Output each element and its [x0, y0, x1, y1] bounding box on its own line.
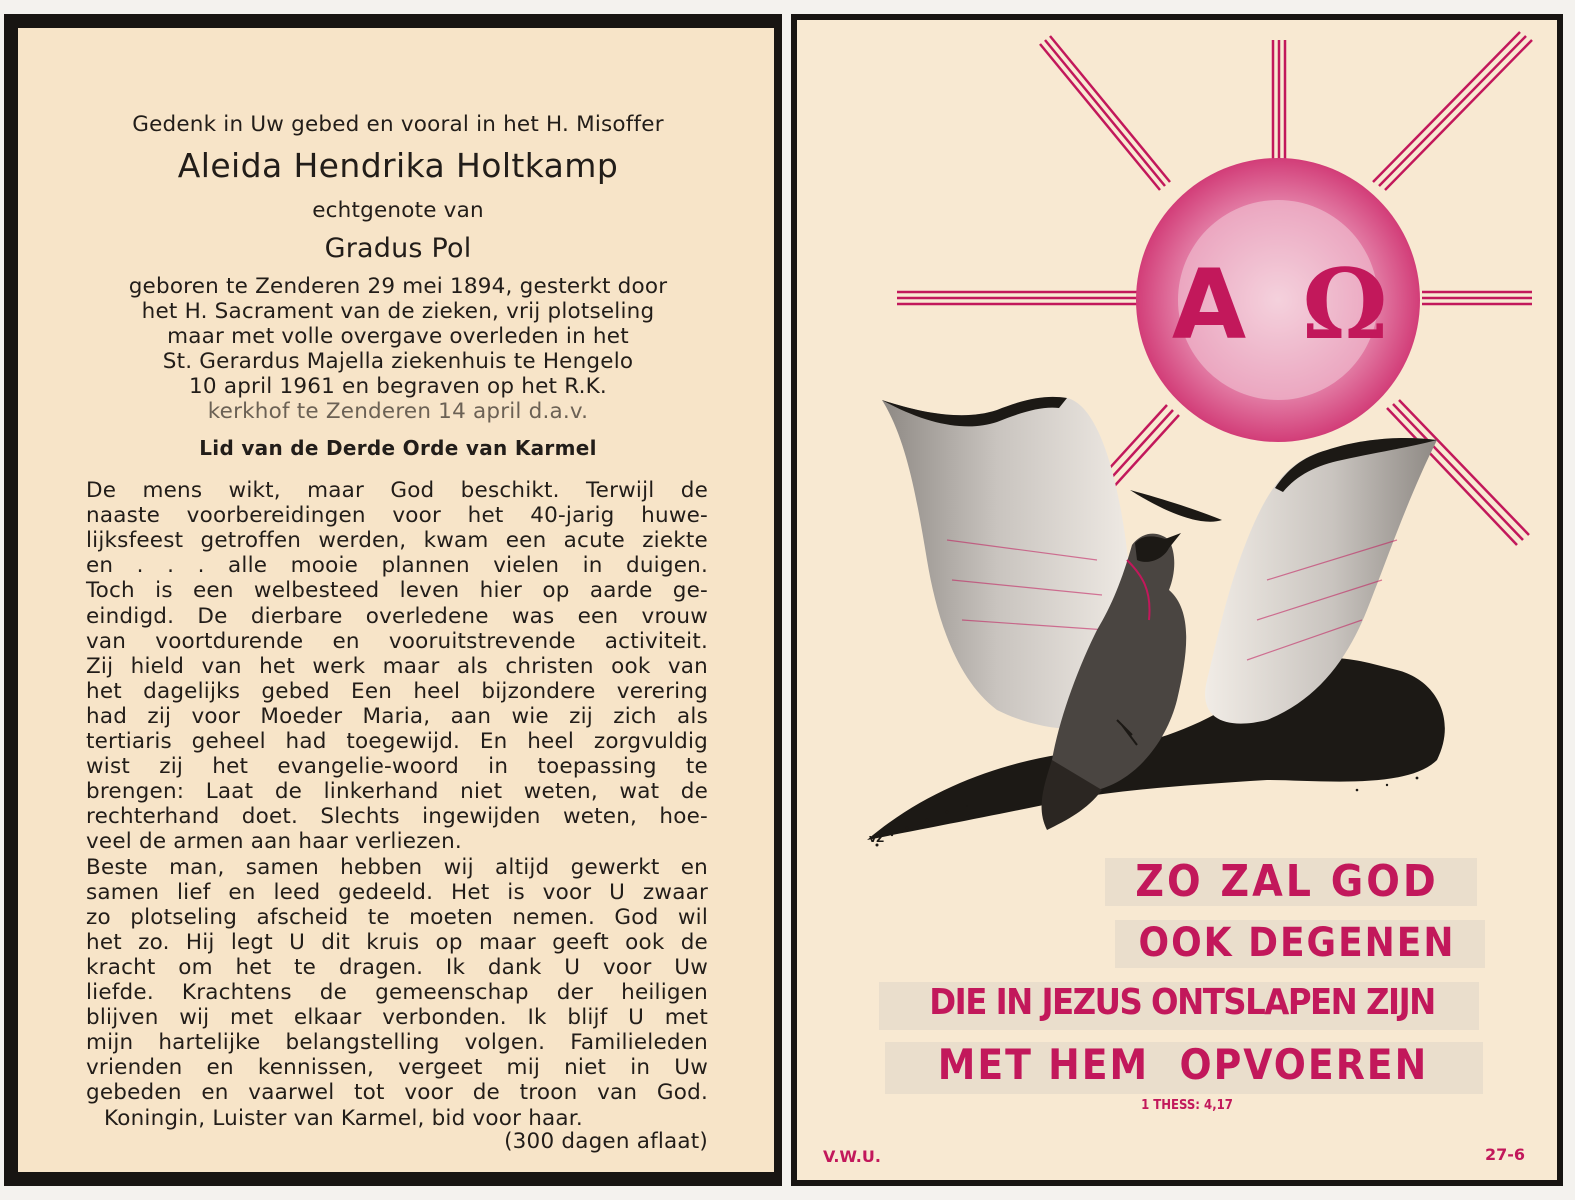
verse-line: DIE IN JEZUS ONTSLAPEN ZIJN [929, 982, 1435, 1023]
memorial-text-line: lijksfeest getroffen werden, kwam een acute ziekte [86, 528, 708, 554]
memorial-text-line: veel de armen aan haar verliezen. [86, 829, 462, 855]
memorial-text-line: liefde. Krachtens de gemeenschap der heiligen [86, 980, 708, 1005]
memorial-text-line: De mens wikt, maar God beschikt. Terwijl de [86, 478, 708, 503]
bio-line: 10 april 1961 en begraven op het R.K. [189, 374, 607, 399]
memorial-text-line: had zij voor Moeder Maria, aan wie zij zich als [86, 703, 708, 729]
deceased-name: Aleida Hendrika Holtkamp [177, 146, 619, 185]
memorial-text-line: naaste voorbereidingen voor het 40-jarig huwe- [86, 503, 708, 529]
bio-line: maar met volle overgave overleden in het [167, 324, 629, 349]
spouse-name: Gradus Pol [324, 233, 472, 264]
memorial-text-line: blijven wij met elkaar verbonden. Ik blijf U met [86, 1005, 708, 1031]
verse-line: OOK DEGENEN [1138, 920, 1456, 966]
memorial-text-line: Toch is een welbesteed leven hier op aarde ge- [86, 578, 708, 604]
memorial-text-line: kracht om het te dragen. Ik dank U voor Uw [86, 954, 708, 980]
memorial-text-line: en . . . alle mooie plannen vielen in duigen. [86, 553, 708, 579]
memorial-text-line: wist zij het evangelie-woord in toepassing te [86, 754, 708, 780]
verse-line: ZO ZAL GOD [1135, 856, 1439, 907]
memorial-text-line: zo plotseling afscheid te moeten nemen. God wil [86, 904, 708, 930]
memorial-text-line: Beste man, samen hebben wij altijd gewerkt en [86, 854, 708, 880]
omega-letter: Ω [1302, 248, 1388, 361]
memorial-text-line: gebeden en vaarwel tot voor de troon van God. [86, 1080, 708, 1106]
order-membership: Lid van de Derde Orde van Karmel [199, 436, 597, 460]
relation-line: echtgenote van [312, 198, 484, 223]
bio-line: het H. Sacrament van de zieken, vrij plotseling [141, 299, 655, 324]
memorial-text-line: het dagelijks gebed Een heel bijzondere verering [86, 678, 708, 704]
bio-line: St. Gerardus Majella ziekenhuis te Hengelo [162, 349, 634, 374]
memorial-text-line: het zo. Hij legt U dit kruis op maar geeft ook de [86, 929, 708, 955]
bio-line: geboren te Zenderen 29 mei 1894, gesterkt door [128, 274, 668, 299]
memorial-text-line: Zij hield van het werk maar als christen ook van [86, 653, 708, 679]
alpha-letter: A [1171, 249, 1247, 361]
artist-signature: vZ [869, 832, 885, 845]
card-number: 27-6 [1485, 1145, 1526, 1164]
bible-reference: 1 THESS: 4,17 [1141, 1098, 1233, 1113]
memorial-text-line: eindigd. De dierbare overledene was een vrouw [86, 603, 708, 629]
memorial-text-line: samen lief en leed gedeeld. Het is voor U zwaar [86, 879, 708, 905]
memorial-text-line: Koningin, Luister van Karmel, bid voor haar. [104, 1105, 583, 1131]
intro-line: Gedenk in Uw gebed en vooral in het H. Misoffer [132, 112, 664, 137]
memorial-card-text-side [4, 14, 782, 1186]
memorial-text-line: vrienden en kennissen, vergeet mij niet in Uw [86, 1055, 708, 1081]
memorial-text-line: mijn hartelijke belangstelling volgen. Familieleden [86, 1030, 708, 1056]
memorial-text-line: rechterhand doet. Slechts ingewijden weten, hoe- [86, 804, 708, 830]
publisher-mark: V.W.U. [823, 1147, 881, 1166]
memorial-text-line: brengen: Laat de linkerhand niet weten, wat de [86, 779, 708, 805]
memorial-text-line: tertiaris geheel had toegewijd. En heel zorgvuldig [86, 729, 708, 754]
verse-line: MET HEM OPVOEREN [937, 1040, 1429, 1089]
memorial-card-image-side [791, 14, 1563, 1186]
bio-line: kerkhof te Zenderen 14 april d.a.v. [207, 399, 589, 424]
memorial-text-line: van voortdurende en vooruitstrevende activiteit. [86, 628, 708, 654]
indulgence-note: (300 dagen aflaat) [504, 1129, 708, 1154]
